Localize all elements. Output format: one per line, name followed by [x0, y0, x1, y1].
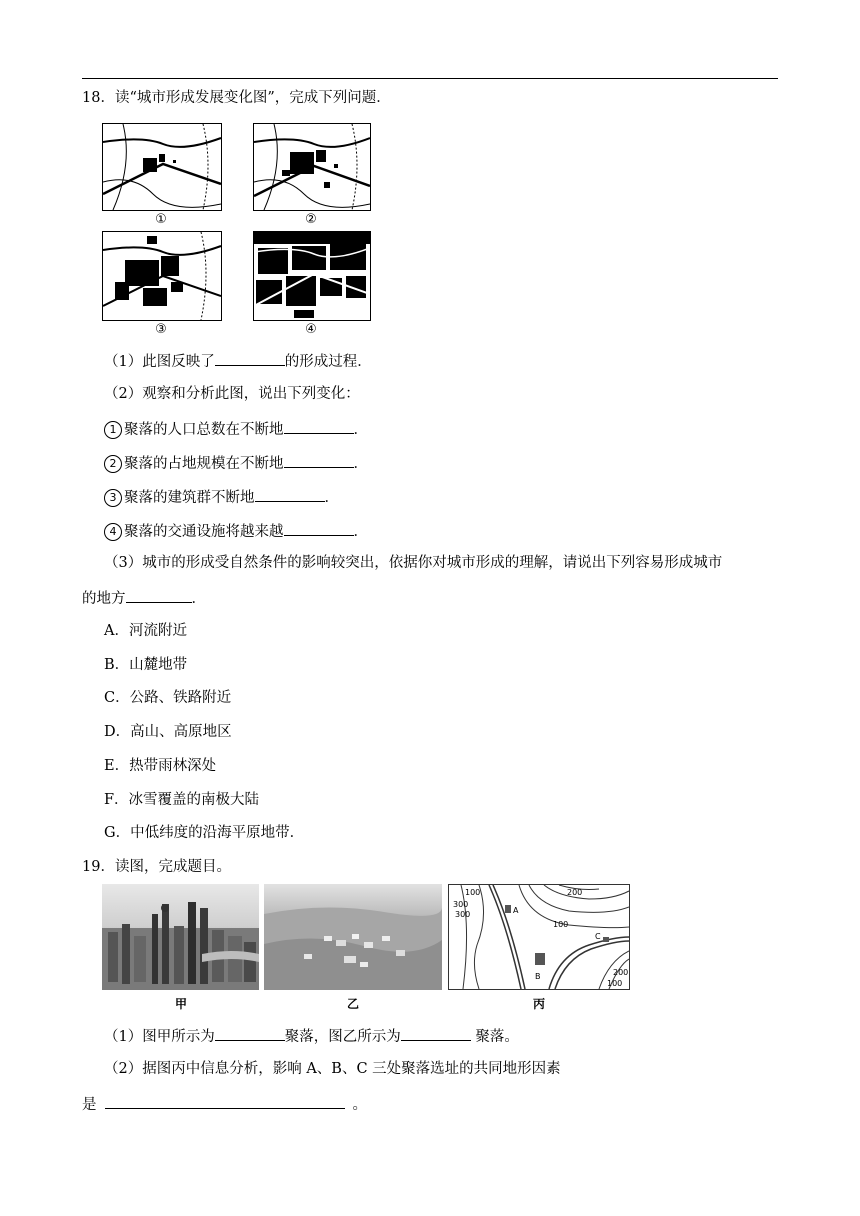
q18-stem: 18．读“城市形成发展变化图”，完成下列问题．	[82, 90, 391, 106]
circled-number: 4	[104, 523, 122, 541]
contour-label: 300	[453, 900, 469, 909]
q18-item-3: 3 聚落的建筑群不断地 ．	[104, 486, 339, 508]
photo-label-bing: 丙	[532, 997, 545, 1011]
option-e: E．热带雨林深处	[104, 758, 217, 774]
city-skyline-photo	[102, 884, 259, 990]
q18-item-2: 2 聚落的占地规模在不断地 ．	[104, 452, 368, 474]
q19-sub1: （1）图甲所示为 聚落，图乙所示为 聚落。	[104, 1025, 519, 1047]
q18-sub2: （2）观察和分析此图，说出下列变化：	[104, 386, 360, 402]
q19-stem: 19．读图，完成题目。	[82, 859, 231, 875]
point-label-c: C	[595, 932, 601, 941]
city-map-2	[253, 123, 371, 211]
q18-sub3-line2: 的地方 ．	[82, 587, 206, 609]
contour-label: 100	[607, 979, 623, 988]
option-b: B．山麓地带	[104, 657, 188, 673]
header-rule	[82, 78, 778, 79]
photo-label-yi: 乙	[346, 997, 359, 1011]
answer-blank[interactable]	[284, 520, 354, 536]
q18-item-4: 4 聚落的交通设施将越来越 ．	[104, 520, 368, 542]
map-label-3: ③	[155, 322, 167, 337]
contour-label: 200	[567, 888, 583, 897]
answer-blank[interactable]	[284, 452, 354, 468]
contour-label: 100	[465, 888, 481, 897]
contour-label: 300	[455, 910, 471, 919]
rural-village-photo	[264, 884, 442, 990]
q18-sub3-line1: （3）城市的形成受自然条件的影响较突出，依据你对城市形成的理解，请说出下列容易形成城市	[104, 555, 723, 571]
circled-number: 1	[104, 421, 122, 439]
point-label-b: B	[535, 972, 541, 981]
answer-blank[interactable]	[215, 1025, 285, 1041]
option-f: F．冰雪覆盖的南极大陆	[104, 792, 260, 808]
city-map-4	[253, 231, 371, 321]
contour-label: 200	[613, 968, 629, 977]
city-map-1	[102, 123, 222, 211]
circled-number: 3	[104, 489, 122, 507]
option-a: A．河流附近	[104, 623, 187, 639]
contour-label: 100	[553, 920, 569, 929]
photo-label-jia: 甲	[174, 997, 187, 1011]
map-label-1: ①	[155, 212, 167, 227]
answer-blank[interactable]	[126, 587, 192, 603]
circled-number: 2	[104, 455, 122, 473]
q19-sub2-line2: 是 。	[82, 1093, 367, 1115]
option-d: D．高山、高原地区	[104, 724, 232, 740]
answer-blank[interactable]	[255, 486, 325, 502]
q18-item-1: 1 聚落的人口总数在不断地 ．	[104, 418, 368, 440]
map-label-2: ②	[305, 212, 317, 227]
contour-map	[448, 884, 630, 990]
answer-blank[interactable]	[401, 1025, 471, 1041]
city-map-3	[102, 231, 222, 321]
q19-sub2-line1: （2）据图丙中信息分析，影响 A、B、C 三处聚落选址的共同地形因素	[104, 1061, 561, 1077]
option-g: G．中低纬度的沿海平原地带．	[104, 825, 305, 841]
answer-blank[interactable]	[284, 418, 354, 434]
q18-sub1: （1）此图反映了 的形成过程．	[104, 350, 372, 372]
point-label-a: A	[513, 906, 519, 915]
option-c: C．公路、铁路附近	[104, 690, 232, 706]
answer-blank[interactable]	[105, 1093, 345, 1109]
answer-blank[interactable]	[215, 350, 285, 366]
map-label-4: ④	[305, 322, 317, 337]
